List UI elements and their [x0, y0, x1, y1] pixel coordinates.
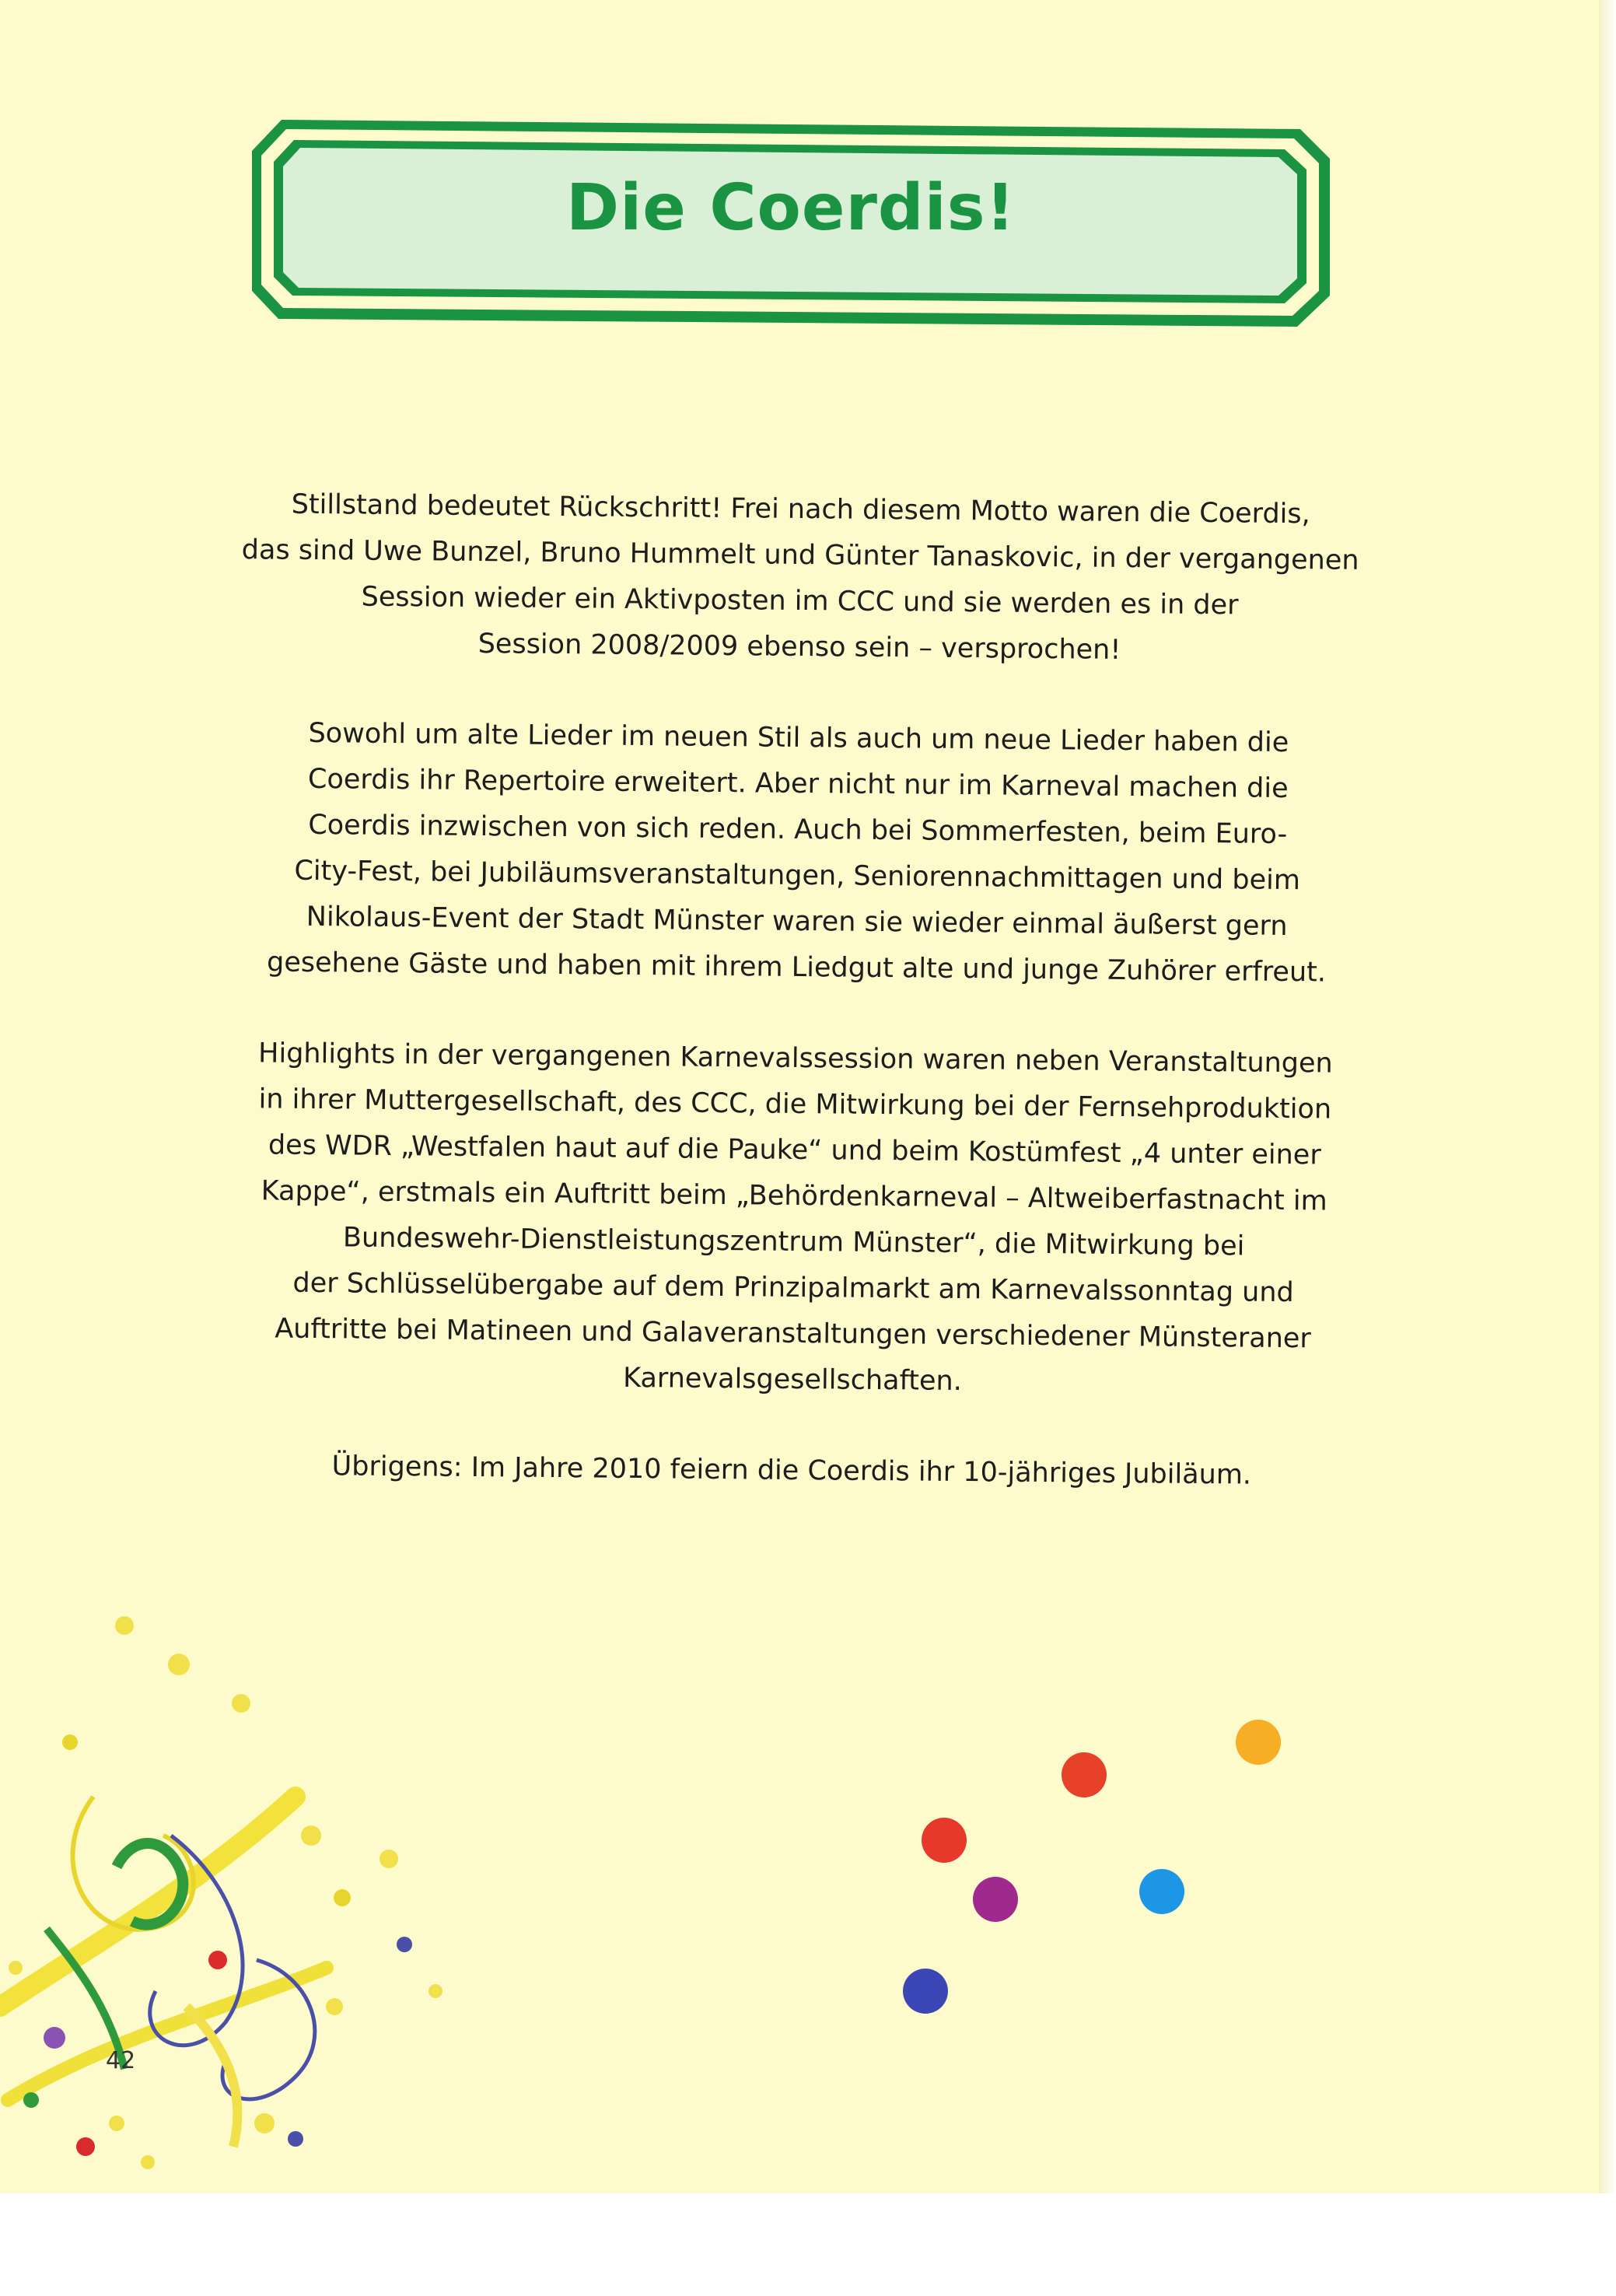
- text-line: der Schlüsselübergabe auf dem Prinzipalmarkt am Karnevalssonntag und: [292, 1267, 1294, 1309]
- text-line: gesehene Gäste und haben mit ihrem Liedgut alte und junge Zuhörer erfreut.: [266, 947, 1327, 989]
- article-body: [223, 481, 1369, 1545]
- text-line: Karnevalsgesellschaften.: [622, 1362, 963, 1398]
- text-line: das sind Uwe Bunzel, Bruno Hummelt und Günter Tanaskovic, in der vergangenen: [241, 534, 1359, 576]
- text-line: Nikolaus-Event der Stadt Münster waren sie wieder einmal äußerst gern: [306, 901, 1288, 943]
- text-line: Kappe“, erstmals ein Auftritt beim „Behördenkarneval – Altweiberfastnacht im: [261, 1175, 1327, 1217]
- page-edge-shadow: [1599, 0, 1616, 2193]
- text-line: Auftritte bei Matineen und Galaveranstaltungen verschiedener Münsteraner: [275, 1313, 1311, 1355]
- title-frame: [250, 115, 1331, 333]
- colored-dots-decoration: [887, 1696, 1306, 2038]
- page-title: Die Coerdis!: [566, 171, 1016, 245]
- text-line: Highlights in der vergangenen Karnevalssession waren neben Veranstaltungen: [257, 1038, 1333, 1080]
- paragraph-2: [229, 710, 1366, 996]
- text-line: City-Fest, bei Jubiläumsveranstaltungen, Seniorennachmittagen und beim: [294, 855, 1301, 897]
- text-line: Coerdis inzwischen von sich reden. Auch bei Sommerfesten, beim Euro-: [308, 809, 1288, 851]
- paragraph-3: [225, 1031, 1363, 1409]
- text-line: Session wieder ein Aktivposten im CCC und sie werden es in der: [361, 581, 1239, 621]
- confetti-streamers-decoration: [0, 1602, 482, 2193]
- text-line: Session 2008/2009 ebenso sein – versprochen!: [477, 628, 1121, 666]
- text-line: in ihrer Muttergesellschaft, des CCC, die Mitwirkung bei der Fernsehproduktion: [258, 1083, 1332, 1125]
- paragraph-1: [232, 481, 1369, 676]
- paragraph-4: [224, 1443, 1359, 1500]
- text-line: Coerdis ihr Repertoire erweitert. Aber nicht nur im Karneval machen die: [307, 763, 1289, 805]
- text-line: Bundeswehr-Dienstleistungszentrum Münster“, die Mitwirkung bei: [342, 1222, 1245, 1262]
- text-line: des WDR „Westfalen haut auf die Pauke“ und beim Kostümfest „4 unter einer: [268, 1129, 1321, 1171]
- text-line: Sowohl um alte Lieder im neuen Stil als auch um neue Lieder haben die: [308, 717, 1289, 759]
- text-line: Stillstand bedeutet Rückschritt! Frei nach diesem Motto waren die Coerdis,: [291, 488, 1310, 530]
- page-number: 42: [106, 2047, 136, 2074]
- text-line: Übrigens: Im Jahre 2010 feiern die Coerdis ihr 10-jähriges Jubiläum.: [331, 1451, 1252, 1491]
